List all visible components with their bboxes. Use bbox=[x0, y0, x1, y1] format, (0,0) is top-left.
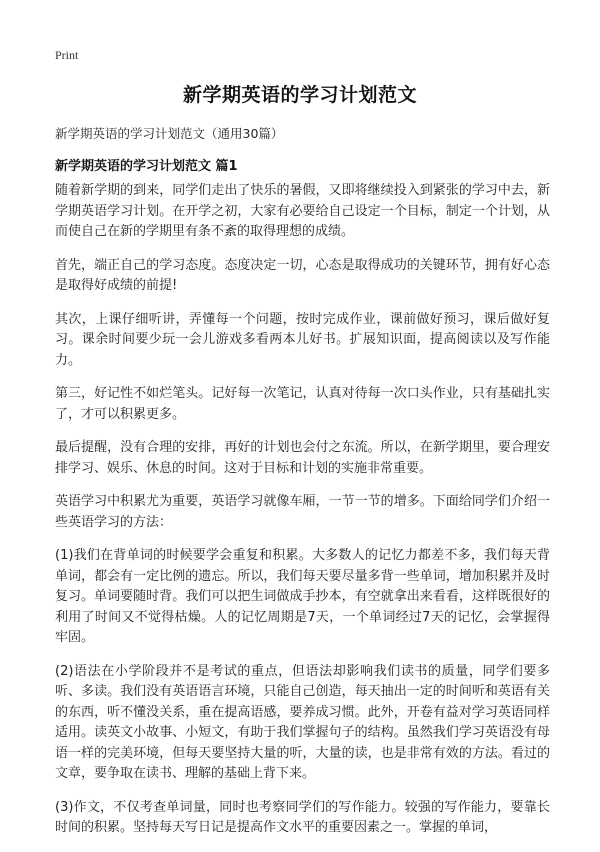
paragraph-method-vocabulary: (1)我们在背单词的时候要学会重复和积累。大多数人的记忆力都差不多，我们每天背单词，都会有一定比例的遗忘。所以，我们每天要尽量多背一些单词，增加积累并及时复习。单词要随时背。我们可以把生词做成手抄本，有空就拿出来看看，这样既很好的利用了时间又不觉得枯燥。人的记忆周期是7天，一个单词经过7天的记忆，会掌握得牢固。 bbox=[55, 548, 550, 645]
paragraph-planning: 最后提醒，没有合理的安排，再好的计划也会付之东流。所以，在新学期里，要合理安排学习、娱乐、休息的时间。这对于目标和计划的实施非常重要。 bbox=[55, 440, 550, 476]
document-subtitle: 新学期英语的学习计划范文（通用30篇） bbox=[55, 126, 284, 141]
paragraph-methods-intro: 英语学习中积累尤为重要，英语学习就像车厢，一节一节的增多。下面给同学们介绍一些英语学习的方法： bbox=[55, 494, 550, 530]
paragraph-intro: 随着新学期的到来，同学们走出了快乐的暑假，又即将继续投入到紧张的学习中去，新学期英语学习计划。在开学之初，大家有必要给自己设定一个目标，制定一个计划，从而使自己在新的学期里有条不紊的取得理想的成绩。 bbox=[55, 183, 550, 239]
section-heading: 新学期英语的学习计划范文 篇1 bbox=[55, 159, 238, 174]
document-body bbox=[55, 181, 550, 852]
paragraph-notes: 第三，好记性不如烂笔头。记好每一次笔记，认真对待每一次口头作业，只有基础扎实了，才可以积累更多。 bbox=[55, 386, 550, 422]
paragraph-method-grammar: (2)语法在小学阶段并不是考试的重点，但语法却影响我们读书的质量，同学们要多听、多读。我们没有英语语言环境，只能自己创造，每天抽出一定的时间听和英语有关的东西，听不懂没关系，重在提高语感，要养成习惯。此外，开卷有益对学习英语同样适用。读英文小故事、小短文，有助于我们掌握句子的结构。虽然我们学习英语没有母语一样的完美环境，但每天要坚持大量的听，大量的读，也是非常有效的方法。看过的文章，要争取在读书、理解的基础上背下来。 bbox=[55, 663, 550, 781]
paragraph-attitude: 首先，端正自己的学习态度。态度决定一切，心态是取得成功的关键环节，拥有好心态是取得好成绩的前提! bbox=[55, 257, 550, 293]
paragraph-listening: 其次，上课仔细听讲，弄懂每一个问题，按时完成作业，课前做好预习，课后做好复习。课余时间要少玩一会儿游戏多看两本儿好书。扩展知识面，提高阅读以及写作能力。 bbox=[55, 311, 550, 368]
paragraph-method-writing: (3)作文，不仅考查单词量，同时也考察同学们的写作能力。较强的写作能力，要靠长时间的积累。坚持每天写日记是提高作文水平的重要因素之一。掌握的单词， bbox=[55, 799, 550, 835]
document-title: 新学期英语的学习计划范文 bbox=[182, 84, 417, 106]
print-link[interactable]: Print bbox=[55, 48, 79, 62]
